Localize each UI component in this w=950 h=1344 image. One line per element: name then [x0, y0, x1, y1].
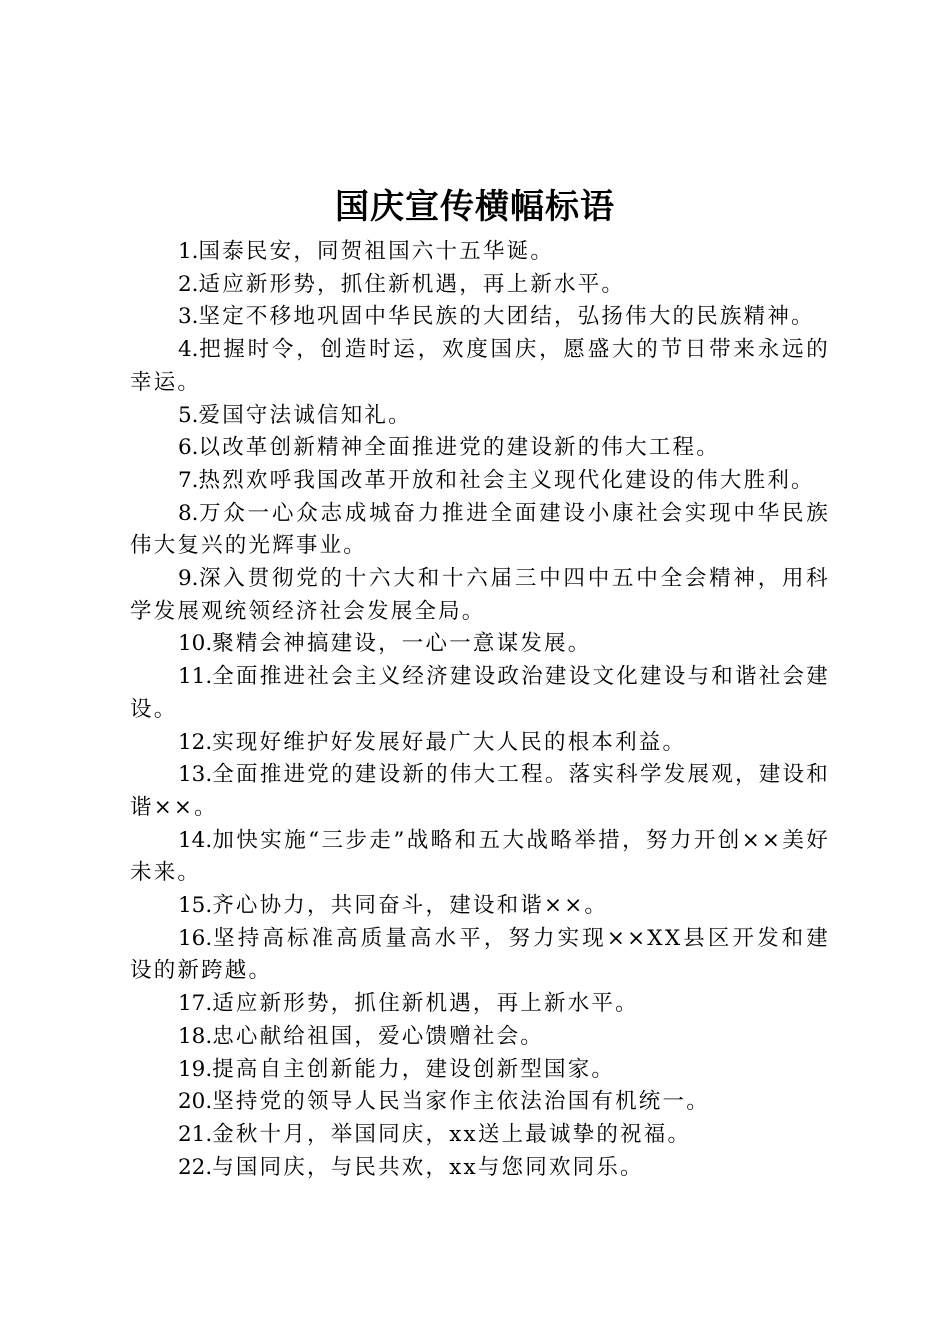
list-item: [130, 759, 830, 824]
item-text: 坚持党的领导人民当家作主依法治国有机统一。: [212, 1089, 710, 1115]
item-number: 15.: [178, 893, 213, 919]
item-number: 2.: [178, 271, 199, 297]
item-text: 实现好维护好发展好最广大人民的根本利益。: [212, 729, 687, 755]
list-item: [130, 400, 830, 433]
item-number: 18.: [178, 1023, 213, 1049]
list-item: [130, 1119, 830, 1152]
item-text: 忠心献给祖国，爱心馈赠社会。: [212, 1023, 545, 1049]
item-number: 21.: [178, 1121, 213, 1147]
item-number: 11.: [178, 664, 213, 690]
item-text: 万众一心众志成城奋力推进全面建设小康社会实现中华民族伟大复兴的光辉事业。: [130, 500, 830, 559]
item-number: 12.: [178, 729, 213, 755]
list-item: [130, 890, 830, 923]
item-number: 1.: [178, 239, 199, 264]
item-text: 把握时令，创造时运，欢度国庆，愿盛大的节日带来永远的幸运。: [130, 337, 830, 395]
list-item: [130, 465, 830, 498]
item-number: 4.: [178, 337, 199, 363]
item-number: 3.: [178, 304, 199, 330]
document-title: 国庆宣传横幅标语: [335, 187, 615, 227]
list-item: [130, 301, 830, 334]
item-number: 10.: [178, 631, 213, 657]
item-text: 爱国守法诚信知礼。: [198, 402, 412, 428]
list-item: [130, 432, 830, 465]
item-text: 全面推进党的建设新的伟大工程。落实科学发展观，建设和谐××。: [130, 762, 830, 820]
list-item: [130, 1054, 830, 1087]
item-number: 19.: [178, 1056, 213, 1082]
item-text: 坚持高标准高质量高水平，努力实现××XX县区开发和建设的新跨越。: [130, 925, 830, 984]
item-number: 6.: [178, 435, 199, 461]
list-item: [130, 269, 830, 302]
item-number: 16.: [178, 925, 213, 951]
item-text: 热烈欢呼我国改革开放和社会主义现代化建设的伟大胜利。: [198, 467, 815, 493]
list-item: [130, 236, 830, 269]
list-item: [130, 727, 830, 760]
item-number: 13.: [178, 762, 213, 788]
item-number: 22.: [178, 1154, 213, 1180]
list-item: [130, 1086, 830, 1119]
item-text: 金秋十月，举国同庆，xx送上最诚挚的祝福。: [212, 1121, 692, 1147]
item-text: 全面推进社会主义经济建设政治建设文化建设与和谐社会建设。: [130, 664, 830, 722]
item-text: 适应新形势，抓住新机遇，再上新水平。: [198, 271, 626, 297]
list-item: [130, 1021, 830, 1054]
list-item: [130, 825, 830, 890]
list-item: [130, 334, 830, 399]
item-text: 坚定不移地巩固中华民族的大团结，弘扬伟大的民族精神。: [198, 304, 815, 330]
item-number: 17.: [178, 991, 213, 1017]
list-item: [130, 563, 830, 628]
item-text: 国泰民安，同贺祖国六十五华诞。: [198, 239, 555, 264]
list-item: [130, 923, 830, 988]
item-number: 5.: [178, 402, 199, 428]
item-text: 深入贯彻党的十六大和十六届三中四中五中全会精神，用科学发展观统领经济社会发展全局。: [130, 566, 830, 624]
item-text: 适应新形势，抓住新机遇，再上新水平。: [212, 991, 639, 1017]
item-number: 7.: [178, 467, 199, 493]
item-text: 加快实施“三步走”战略和五大战略举措，努力开创××美好未来。: [130, 827, 830, 886]
item-number: 9.: [178, 566, 199, 592]
list-item: [130, 988, 830, 1021]
item-text: 聚精会神搞建设，一心一意谋发展。: [212, 631, 592, 657]
slogan-list: [130, 236, 830, 1184]
item-number: 14.: [178, 827, 213, 853]
item-text: 提高自主创新能力，建设创新型国家。: [212, 1056, 616, 1082]
item-text: 与国同庆，与民共欢，xx与您同欢同乐。: [212, 1154, 644, 1180]
list-item: [130, 1152, 830, 1185]
list-item: [130, 628, 830, 661]
list-item: [130, 498, 830, 563]
item-text: 齐心协力，共同奋斗，建设和谐××。: [212, 893, 609, 919]
item-number: 8.: [178, 500, 199, 526]
item-number: 20.: [178, 1089, 213, 1115]
item-text: 以改革创新精神全面推进党的建设新的伟大工程。: [198, 435, 720, 461]
list-item: [130, 661, 830, 726]
